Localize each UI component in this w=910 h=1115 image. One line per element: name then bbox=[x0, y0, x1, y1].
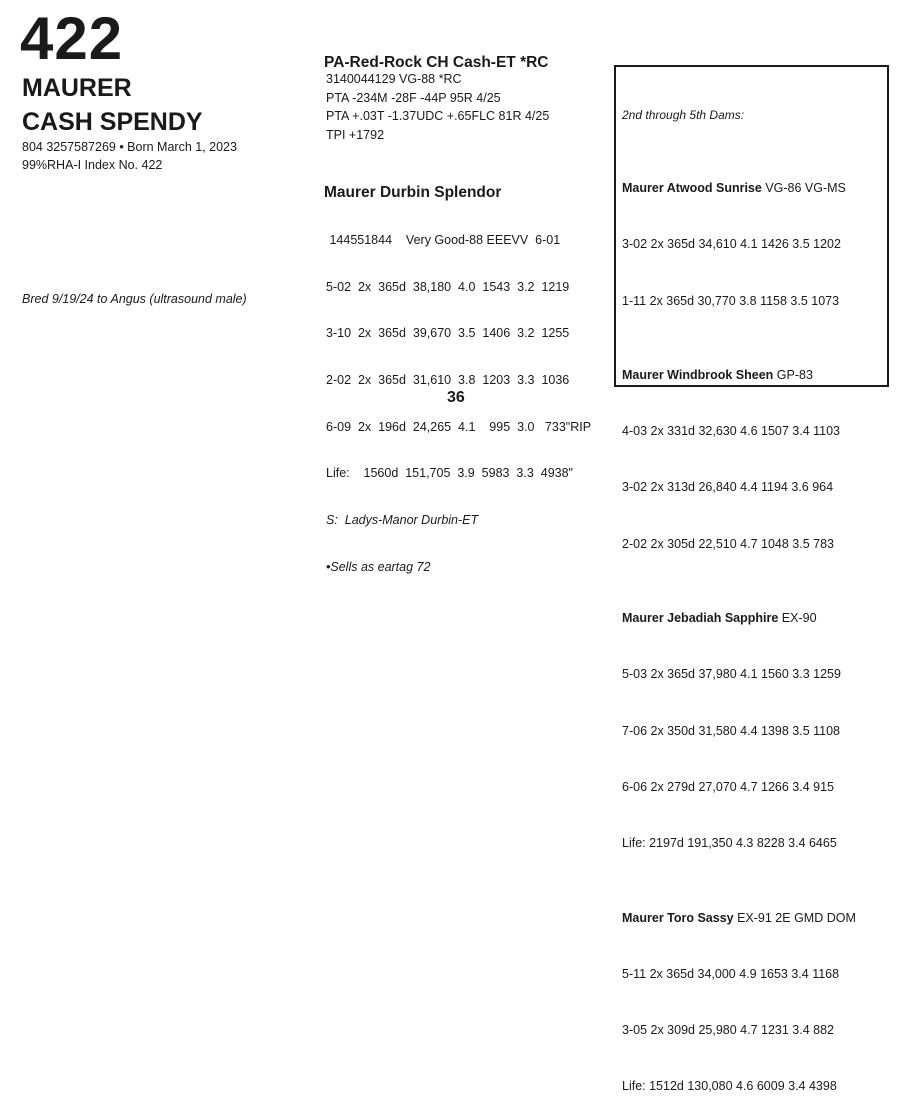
rha-index: 99%RHA-I Index No. 422 bbox=[22, 158, 163, 172]
eartag-note: •Sells as eartag 72 bbox=[326, 559, 431, 574]
ancestor-lifetime: Life: 1512d 130,080 4.6 6009 3.4 4398 bbox=[622, 1079, 837, 1094]
ancestor-dam-title bbox=[622, 365, 887, 385]
ancestor-record: 3-02 2x 313d 26,840 4.4 1194 3.6 964 bbox=[622, 480, 834, 495]
animal-name-line1: MAURER bbox=[22, 74, 132, 102]
sire-name: PA-Red-Rock CH Cash-ET *RC bbox=[324, 54, 549, 71]
ancestor-dam-name: Maurer Jebadiah Sapphire bbox=[622, 611, 779, 626]
ancestry-dams-box bbox=[614, 65, 889, 1094]
dam-line: 144551844 Very Good-88 EEEVV 6-01 bbox=[326, 233, 561, 247]
ancestor-dam-name: Maurer Windbrook Sheen bbox=[622, 367, 774, 382]
ancestor-record: 1-11 2x 365d 30,770 3.8 1158 3.5 1073 bbox=[622, 293, 840, 308]
ancestor-record: 2-02 2x 305d 22,510 4.7 1048 3.5 783 bbox=[622, 536, 834, 551]
ancestor-record: 4-03 2x 331d 32,630 4.6 1507 3.4 1103 bbox=[622, 424, 841, 439]
lot-number: 422 bbox=[20, 5, 124, 72]
dam-record: 5-02 2x 365d 38,180 4.0 1543 3.2 1219 bbox=[326, 279, 570, 294]
ancestor-dam-score: VG-86 VG-MS bbox=[761, 181, 846, 195]
ancestor-dam-score: EX-91 2E GMD DOM bbox=[733, 910, 856, 925]
ancestor-dam-title bbox=[622, 608, 887, 628]
dam-name: Maurer Durbin Splendor bbox=[324, 184, 502, 201]
sire-details bbox=[326, 70, 549, 145]
registration-birth: 804 3257587269 • Born March 1, 2023 bbox=[22, 140, 237, 154]
ancestor-dam-score: EX-90 bbox=[778, 611, 817, 626]
dam-record: 2-02 2x 365d 31,610 3.8 1203 3.3 1036 bbox=[326, 373, 570, 388]
sire-line: 3140044129 VG-88 *RC bbox=[326, 72, 462, 86]
sire-line: TPI +1792 bbox=[326, 128, 385, 143]
dam-lifetime: Life: 1560d 151,705 3.9 5983 3.3 4938" bbox=[326, 466, 573, 481]
ancestor-dam-name: Maurer Atwood Sunrise bbox=[622, 181, 762, 195]
sire-of-dam: S: Ladys-Manor Durbin-ET bbox=[326, 513, 479, 528]
ancestor-record: 5-03 2x 365d 37,980 4.1 1560 3.3 1259 bbox=[622, 667, 841, 682]
animal-name-line2: CASH SPENDY bbox=[22, 108, 203, 136]
ancestor-record: 7-06 2x 350d 31,580 4.4 1398 3.5 1108 bbox=[622, 723, 841, 738]
ancestor-lifetime: Life: 2197d 191,350 4.3 8228 3.4 6465 bbox=[622, 836, 837, 851]
ancestor-dam-title bbox=[622, 178, 887, 198]
dam-record: 3-10 2x 365d 39,670 3.5 1406 3.2 1255 bbox=[326, 326, 570, 341]
bred-info: Bred 9/19/24 to Angus (ultrasound male) bbox=[22, 292, 247, 306]
page-number: 36 bbox=[447, 389, 465, 406]
sire-line: PTA -234M -28F -44P 95R 4/25 bbox=[326, 90, 501, 105]
dams-box-heading: 2nd through 5th Dams: bbox=[622, 108, 745, 122]
ancestor-dam-title bbox=[622, 908, 887, 928]
ancestor-record: 6-06 2x 279d 27,070 4.7 1266 3.4 915 bbox=[622, 779, 834, 794]
ancestor-dam-name: Maurer Toro Sassy bbox=[622, 910, 734, 925]
dam-record: 6-09 2x 196d 24,265 4.1 995 3.0 733"RIP bbox=[326, 419, 592, 434]
ancestor-record: 3-05 2x 309d 25,980 4.7 1231 3.4 882 bbox=[622, 1023, 834, 1038]
ancestor-record: 5-11 2x 365d 34,000 4.9 1653 3.4 1168 bbox=[622, 966, 840, 981]
sire-line: PTA +.03T -1.37UDC +.65FLC 81R 4/25 bbox=[326, 109, 550, 124]
ancestor-record: 3-02 2x 365d 34,610 4.1 1426 3.5 1202 bbox=[622, 237, 841, 252]
ancestor-dam-score: GP-83 bbox=[773, 367, 813, 382]
